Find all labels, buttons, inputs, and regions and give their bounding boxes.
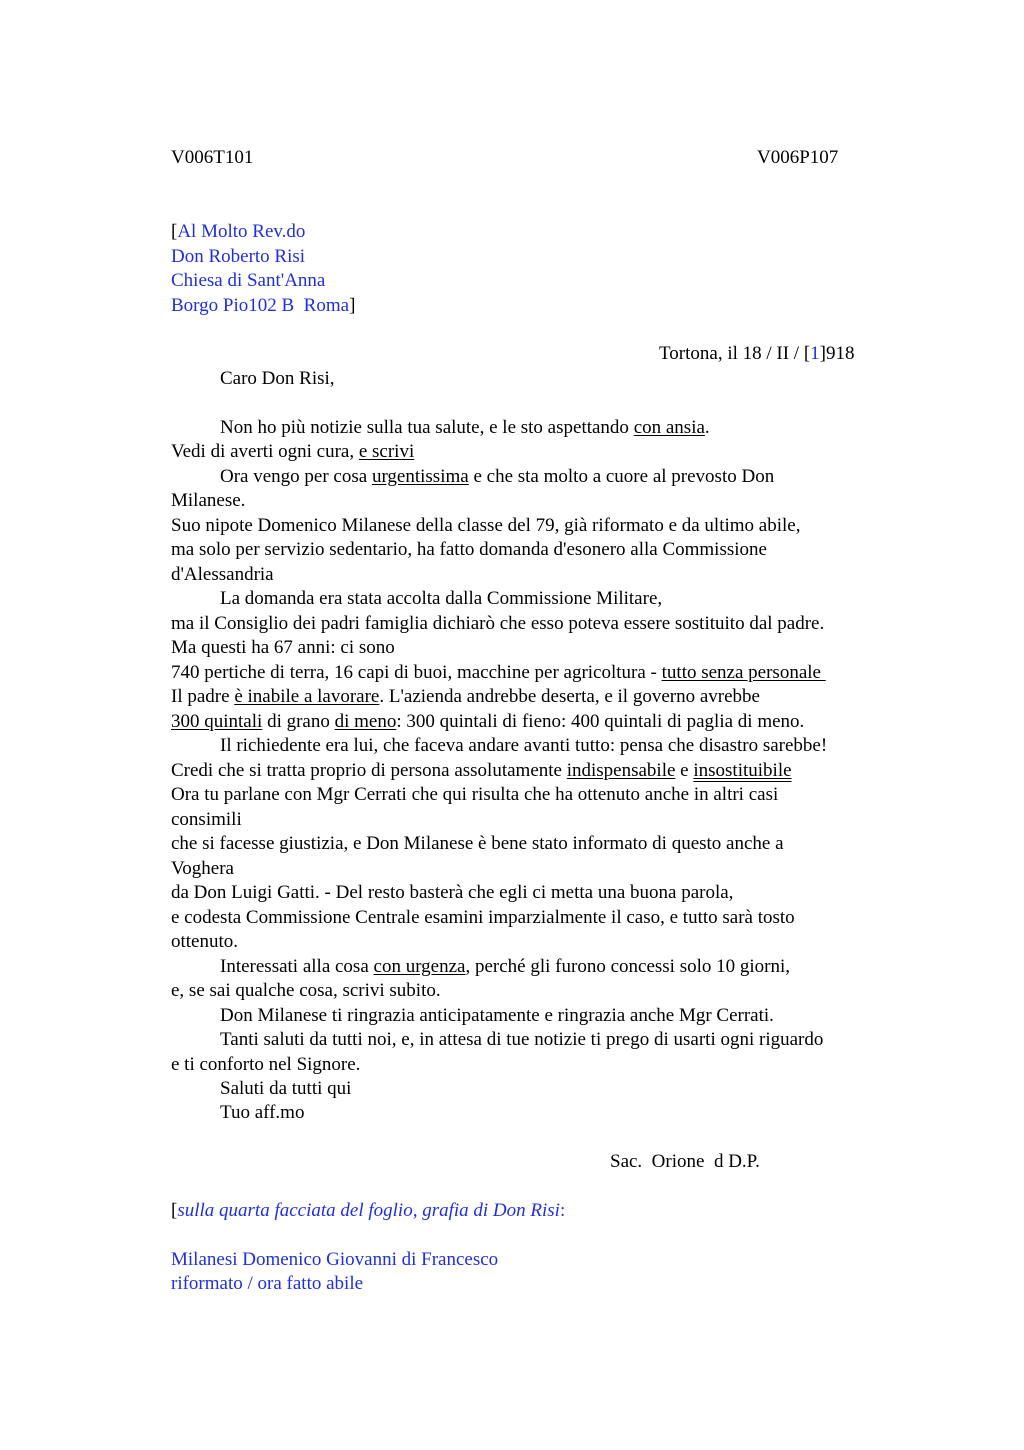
body-line: La domanda era stata accolta dalla Commissione Militare, bbox=[220, 588, 663, 609]
body-line: e, se sai qualche cosa, scrivi subito. bbox=[171, 980, 441, 1001]
note-line-1: Milanesi Domenico Giovanni di Francesco bbox=[171, 1249, 499, 1270]
body-line: consimili bbox=[171, 809, 242, 830]
body-line: Il richiedente era lui, che faceva andare avanti tutto: pensa che disastro sarebbe! bbox=[220, 735, 828, 756]
body-line: Ora tu parlane con Mgr Cerrati che qui risulta che ha ottenuto anche in altri casi bbox=[171, 784, 779, 805]
underlined-text: 300 quintali bbox=[171, 711, 263, 732]
body-line: Don Milanese ti ringrazia anticipatamente e ringrazia anche Mgr Cerrati. bbox=[220, 1005, 774, 1026]
body-line: ottenuto. bbox=[171, 931, 239, 952]
dateline-suffix: ]918 bbox=[819, 343, 855, 364]
body-line: e codesta Commissione Centrale esamini imparzialmente il caso, e tutto sarà tosto bbox=[171, 907, 795, 928]
underlined-text: indispensabile bbox=[566, 760, 676, 781]
body-line: che si facesse giustizia, e Don Milanese è bene stato informato di questo anche a bbox=[171, 833, 784, 854]
body-line: Vedi di averti ogni cura, e scrivi bbox=[171, 441, 415, 462]
body-line: Ora vengo per cosa urgentissima e che sta molto a cuore al prevosto Don bbox=[220, 466, 775, 487]
body-line: Ma questi ha 67 anni: ci sono bbox=[171, 637, 395, 658]
body-line: Il padre è inabile a lavorare. L'azienda andrebbe deserta, e il governo avrebbe bbox=[171, 686, 760, 707]
closing-line: Saluti da tutti qui bbox=[220, 1078, 352, 1099]
address-line-4 bbox=[171, 294, 355, 318]
closing-line: Tuo aff.mo bbox=[220, 1102, 305, 1123]
body-line: Interessati alla cosa con urgenza, perché gli furono concessi solo 10 giorni, bbox=[220, 956, 790, 977]
body-line: 740 pertiche di terra, 16 capi di buoi, macchine per agricoltura - tutto senza personale bbox=[171, 662, 826, 683]
note-italic-text: sulla quarta facciata del foglio, grafia di Don Risi bbox=[177, 1200, 560, 1221]
body-line: da Don Luigi Gatti. - Del resto basterà che egli ci metta una buona parola, bbox=[171, 882, 734, 903]
body-line: ma solo per servizio sedentario, ha fatto domanda d'esonero alla Commissione bbox=[171, 539, 767, 560]
address-line-2: Don Roberto Risi bbox=[171, 246, 306, 267]
dateline bbox=[659, 342, 855, 366]
body-line: Tanti saluti da tutti noi, e, in attesa di tue notizie ti prego di usarti ogni riguardo bbox=[220, 1029, 824, 1050]
underlined-text: tutto senza personale bbox=[661, 662, 826, 683]
body-line: ma il Consiglio dei padri famiglia dichiarò che esso poteva essere sostituito dal padre. bbox=[171, 613, 825, 634]
close-bracket: ] bbox=[349, 295, 356, 316]
address-line-3: Chiesa di Sant'Anna bbox=[171, 270, 326, 291]
underlined-text: di meno bbox=[334, 711, 397, 732]
note-line-2: riformato / ora fatto abile bbox=[171, 1273, 364, 1294]
body-line: d'Alessandria bbox=[171, 564, 274, 585]
address-text: Al Molto Rev.do bbox=[177, 221, 306, 242]
body-line: Non ho più notizie sulla tua salute, e le sto aspettando con ansia. bbox=[220, 417, 710, 438]
underlined-text: urgentissima bbox=[371, 466, 469, 487]
open-bracket: [ bbox=[171, 221, 178, 242]
underlined-text: con urgenza bbox=[373, 956, 466, 977]
double-underlined-text: insostituibile bbox=[693, 760, 792, 781]
body-line: 300 quintali di grano di meno: 300 quintali di fieno: 400 quintali di paglia di meno. bbox=[171, 711, 805, 732]
address-line-1 bbox=[171, 220, 305, 244]
body-line: e ti conforto nel Signore. bbox=[171, 1054, 361, 1075]
open-bracket: [ bbox=[171, 1200, 178, 1221]
dateline-restored-digit: 1 bbox=[810, 343, 820, 364]
body-line: Voghera bbox=[171, 858, 234, 879]
salutation: Caro Don Risi, bbox=[220, 368, 335, 389]
underlined-text: è inabile a lavorare bbox=[234, 686, 380, 707]
signature: Sac. Orione d D.P. bbox=[610, 1151, 760, 1172]
note-colon: : bbox=[559, 1200, 566, 1221]
dateline-prefix: Tortona, il 18 / II / [ bbox=[659, 343, 811, 364]
document-code-left: V006T101 bbox=[171, 147, 254, 168]
body-line: Credi che si tratta proprio di persona assolutamente indispensabile e insostituibile bbox=[171, 760, 792, 781]
underlined-text: con ansia bbox=[633, 417, 705, 438]
note-heading bbox=[171, 1199, 565, 1223]
address-text: Borgo Pio102 B Roma bbox=[171, 295, 350, 316]
underlined-text: e scrivi bbox=[358, 441, 415, 462]
body-line: Suo nipote Domenico Milanese della classe del 79, già riformato e da ultimo abile, bbox=[171, 515, 801, 536]
document-code-right: V006P107 bbox=[757, 147, 839, 168]
body-line: Milanese. bbox=[171, 490, 246, 511]
